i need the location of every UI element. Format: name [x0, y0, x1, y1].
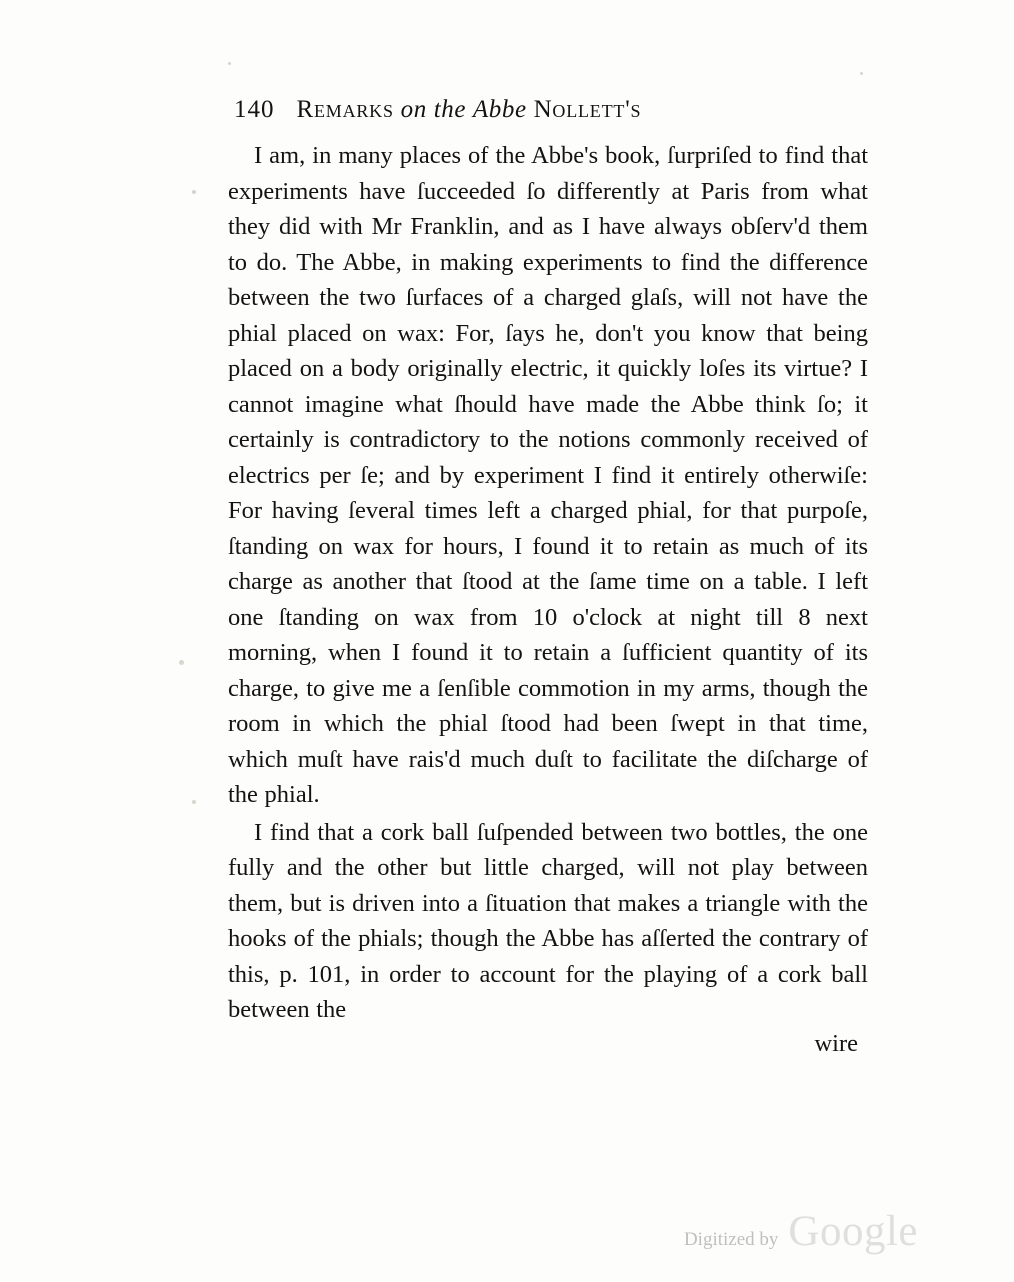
scan-speckle: [192, 190, 196, 194]
google-watermark: [684, 1207, 918, 1256]
folio-number: 140: [234, 96, 275, 123]
catchword: wire: [814, 1029, 858, 1057]
paragraph-1: I am, in many places of the Abbe's book, ſurpriſed to find that experiments have ſucceeded ſo differently at Paris from what they did with Mr Franklin, and as I have always obſerv'd them to do. The Abbe, in making experiments to find the difference between the two ſurfaces of a charged glaſs, will not have the phial placed on wax: For, ſays he, don't you know that being placed on a body originally electric, it quickly loſes its virtue? I cannot imagine what ſhould have made the Abbe think ſo; it certainly is contradictory to the notions commonly received of electrics per ſe; and by experiment I find it entirely otherwiſe: For having ſeveral times left a charged phial, for that purpoſe, ſtanding on wax for hours, I found it to retain as much of its charge as another that ſtood at the ſame time on a table. I left one ſtanding on wax from 10 o'clock at night till 8 next morning, when I found it to retain a ſufficient quantity of its charge, to give me a ſenſible commotion in my arms, though the room in which the phial ſtood had been ſwept in that time, which muſt have rais'd much duſt to facilitate the diſcharge of the phial.: [228, 142, 868, 808]
running-head-word-abbe: Abbe: [472, 96, 527, 123]
watermark-text: Digitized by: [683, 1229, 779, 1250]
page-header: [228, 96, 868, 124]
page-text-block: [228, 96, 868, 1058]
running-head: [297, 96, 642, 124]
scan-speckle: [192, 800, 196, 804]
running-head-word-onthe: on the: [400, 96, 467, 123]
scan-speckle: [228, 62, 231, 65]
paragraph-2: I find that a cork ball ſuſpended between two bottles, the one fully and the other but little charged, will not play between them, but is driven into a ſituation that makes a triangle with the hooks of the phials; though the Abbe has aſſerted the contrary of this, p. 101, in order to account for the playing of a cork ball between the: [228, 818, 868, 1023]
running-head-word-remarks: Remarks: [296, 96, 394, 123]
watermark-logo: Google: [788, 1208, 918, 1255]
scan-speckle: [179, 660, 184, 665]
running-head-word-nolletts: Nollett's: [533, 96, 642, 123]
scan-speckle: [860, 72, 863, 75]
